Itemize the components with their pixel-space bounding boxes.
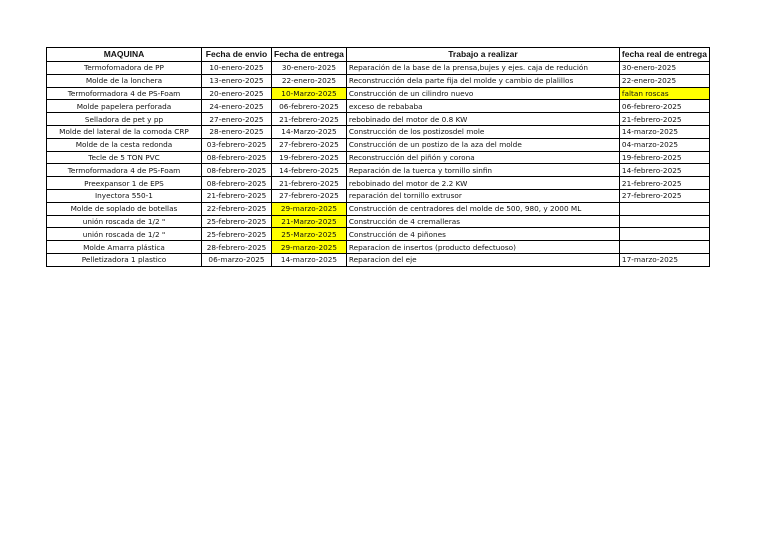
- cell-fecha-envio[interactable]: 06-marzo-2025: [202, 253, 272, 266]
- table-row: [47, 215, 710, 228]
- header-row: [47, 48, 710, 62]
- cell-trabajo[interactable]: Construcción de un postizo de la aza del molde: [346, 138, 619, 151]
- cell-maquina[interactable]: Molde papelera perforada: [47, 100, 202, 113]
- cell-trabajo[interactable]: rebobinado del motor de 0.8 KW: [346, 113, 619, 126]
- cell-fecha-real[interactable]: 22-enero-2025: [619, 74, 709, 87]
- table-row: [47, 125, 710, 138]
- cell-fecha-envio[interactable]: 22-febrero-2025: [202, 202, 272, 215]
- cell-fecha-envio[interactable]: 27-enero-2025: [202, 113, 272, 126]
- cell-trabajo[interactable]: reparación del tornillo extrusor: [346, 189, 619, 202]
- cell-maquina[interactable]: Molde de soplado de botellas: [47, 202, 202, 215]
- cell-fecha-envio[interactable]: 28-febrero-2025: [202, 241, 272, 254]
- cell-fecha-entrega[interactable]: 06-febrero-2025: [272, 100, 347, 113]
- table-row: [47, 62, 710, 75]
- table-row: [47, 202, 710, 215]
- cell-maquina[interactable]: unión roscada de 1/2 ": [47, 228, 202, 241]
- cell-fecha-entrega[interactable]: 29-marzo-2025: [272, 241, 347, 254]
- cell-fecha-envio[interactable]: 28-enero-2025: [202, 125, 272, 138]
- cell-fecha-real[interactable]: 17-marzo-2025: [619, 253, 709, 266]
- cell-fecha-entrega[interactable]: 21-Marzo-2025: [272, 215, 347, 228]
- header-fecha-real[interactable]: fecha real de entrega: [619, 48, 709, 62]
- cell-fecha-envio[interactable]: 08-febrero-2025: [202, 177, 272, 190]
- cell-maquina[interactable]: Selladora de pet y pp: [47, 113, 202, 126]
- cell-maquina[interactable]: Pelletizadora 1 plastico: [47, 253, 202, 266]
- cell-trabajo[interactable]: Reconstrucción dela parte fija del molde y cambio de plalillos: [346, 74, 619, 87]
- cell-trabajo[interactable]: exceso de rebababa: [346, 100, 619, 113]
- cell-fecha-envio[interactable]: 10-enero-2025: [202, 62, 272, 75]
- table-row: [47, 87, 710, 100]
- table-row: [47, 177, 710, 190]
- cell-fecha-entrega[interactable]: 25-Marzo-2025: [272, 228, 347, 241]
- cell-fecha-real[interactable]: 27-febrero-2025: [619, 189, 709, 202]
- table-row: [47, 241, 710, 254]
- cell-fecha-real[interactable]: [619, 228, 709, 241]
- cell-maquina[interactable]: unión roscada de 1/2 ": [47, 215, 202, 228]
- cell-fecha-real[interactable]: 21-febrero-2025: [619, 113, 709, 126]
- cell-maquina[interactable]: Inyectora 550-1: [47, 189, 202, 202]
- schedule-table: [46, 47, 710, 267]
- cell-maquina[interactable]: Molde Amarra plástica: [47, 241, 202, 254]
- cell-trabajo[interactable]: Construcción de 4 piñones: [346, 228, 619, 241]
- cell-fecha-envio[interactable]: 25-febrero-2025: [202, 228, 272, 241]
- header-trabajo[interactable]: Trabajo a realizar: [346, 48, 619, 62]
- cell-fecha-real[interactable]: 14-febrero-2025: [619, 164, 709, 177]
- cell-maquina[interactable]: Molde de la lonchera: [47, 74, 202, 87]
- cell-trabajo[interactable]: Reparacion de insertos (producto defectuoso): [346, 241, 619, 254]
- table-row: [47, 189, 710, 202]
- cell-fecha-real[interactable]: [619, 202, 709, 215]
- cell-trabajo[interactable]: Reconstrucción del piñón y corona: [346, 151, 619, 164]
- cell-fecha-entrega[interactable]: 29-marzo-2025: [272, 202, 347, 215]
- table-row: [47, 164, 710, 177]
- cell-fecha-envio[interactable]: 03-febrero-2025: [202, 138, 272, 151]
- table-row: [47, 228, 710, 241]
- cell-fecha-envio[interactable]: 21-febrero-2025: [202, 189, 272, 202]
- cell-fecha-real[interactable]: faltan roscas: [619, 87, 709, 100]
- table-row: [47, 74, 710, 87]
- cell-trabajo[interactable]: rebobinado del motor de 2.2 KW: [346, 177, 619, 190]
- table-row: [47, 151, 710, 164]
- header-fecha-envio[interactable]: Fecha de envio: [202, 48, 272, 62]
- cell-fecha-envio[interactable]: 08-febrero-2025: [202, 164, 272, 177]
- cell-fecha-entrega[interactable]: 27-febrero-2025: [272, 138, 347, 151]
- table-row: [47, 113, 710, 126]
- cell-maquina[interactable]: Tecle de 5 TON PVC: [47, 151, 202, 164]
- cell-maquina[interactable]: Termofomadora de PP: [47, 62, 202, 75]
- cell-fecha-real[interactable]: [619, 241, 709, 254]
- cell-trabajo[interactable]: Reparacion del eje: [346, 253, 619, 266]
- cell-fecha-entrega[interactable]: 14-febrero-2025: [272, 164, 347, 177]
- cell-trabajo[interactable]: Reparación de la tuerca y tornillo sinfin: [346, 164, 619, 177]
- table-row: [47, 138, 710, 151]
- header-maquina[interactable]: MAQUINA: [47, 48, 202, 62]
- cell-fecha-real[interactable]: 21-febrero-2025: [619, 177, 709, 190]
- cell-fecha-entrega[interactable]: 27-febrero-2025: [272, 189, 347, 202]
- cell-fecha-entrega[interactable]: 21-febrero-2025: [272, 177, 347, 190]
- cell-maquina[interactable]: Termoformadora 4 de PS-Foam: [47, 164, 202, 177]
- cell-fecha-entrega[interactable]: 21-febrero-2025: [272, 113, 347, 126]
- cell-fecha-real[interactable]: 14-marzo-2025: [619, 125, 709, 138]
- cell-fecha-real[interactable]: [619, 215, 709, 228]
- cell-maquina[interactable]: Preexpansor 1 de EPS: [47, 177, 202, 190]
- cell-fecha-entrega[interactable]: 30-enero-2025: [272, 62, 347, 75]
- cell-fecha-real[interactable]: 19-febrero-2025: [619, 151, 709, 164]
- cell-fecha-real[interactable]: 06-febrero-2025: [619, 100, 709, 113]
- cell-trabajo[interactable]: Construcción de los postizosdel mole: [346, 125, 619, 138]
- header-fecha-entrega[interactable]: Fecha de entrega: [272, 48, 347, 62]
- cell-fecha-entrega[interactable]: 19-febrero-2025: [272, 151, 347, 164]
- cell-fecha-envio[interactable]: 13-enero-2025: [202, 74, 272, 87]
- cell-fecha-envio[interactable]: 20-enero-2025: [202, 87, 272, 100]
- cell-fecha-real[interactable]: 30-enero-2025: [619, 62, 709, 75]
- cell-fecha-real[interactable]: 04-marzo-2025: [619, 138, 709, 151]
- table-row: [47, 100, 710, 113]
- cell-trabajo[interactable]: Construcción de un cilindro nuevo: [346, 87, 619, 100]
- cell-maquina[interactable]: Molde de la cesta redonda: [47, 138, 202, 151]
- table-row: [47, 253, 710, 266]
- cell-trabajo[interactable]: Reparación de la base de la prensa,bujes y ejes. caja de redución: [346, 62, 619, 75]
- cell-fecha-entrega[interactable]: 22-enero-2025: [272, 74, 347, 87]
- cell-fecha-entrega[interactable]: 10-Marzo-2025: [272, 87, 347, 100]
- cell-fecha-entrega[interactable]: 14-marzo-2025: [272, 253, 347, 266]
- cell-fecha-envio[interactable]: 08-febrero-2025: [202, 151, 272, 164]
- cell-fecha-envio[interactable]: 24-enero-2025: [202, 100, 272, 113]
- cell-trabajo[interactable]: Construcción de centradores del molde de 500, 980, y 2000 ML: [346, 202, 619, 215]
- cell-trabajo[interactable]: Construcción de 4 cremalleras: [346, 215, 619, 228]
- cell-maquina[interactable]: Termoformadora 4 de PS-Foam: [47, 87, 202, 100]
- cell-fecha-entrega[interactable]: 14-Marzo-2025: [272, 125, 347, 138]
- cell-maquina[interactable]: Molde del lateral de la comoda CRP: [47, 125, 202, 138]
- cell-fecha-envio[interactable]: 25-febrero-2025: [202, 215, 272, 228]
